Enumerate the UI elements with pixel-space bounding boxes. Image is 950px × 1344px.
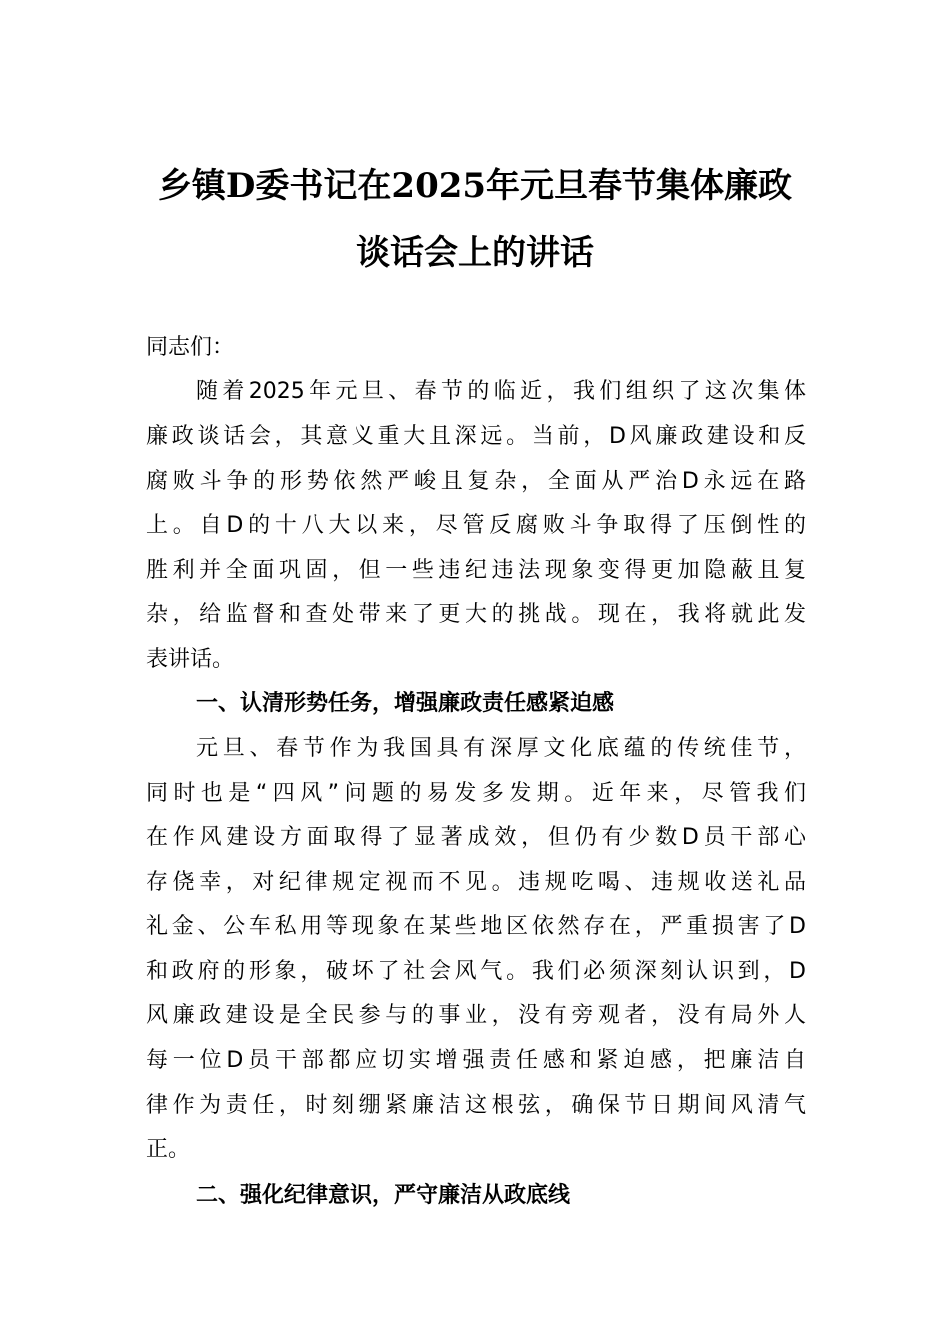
section-1-paragraph-line: 和政府的形象，破坏了社会风气。我们必须深刻认识到，D <box>146 959 806 984</box>
intro-paragraph-line: 上。自D的十八大以来，尽管反腐败斗争取得了压倒性的 <box>146 513 806 538</box>
intro-paragraph-line: 随着2025年元旦、春节的临近，我们组织了这次集体 <box>196 379 806 404</box>
document-title-line-2: 谈话会上的讲话 <box>356 233 594 273</box>
section-1-paragraph-line: 每一位D员干部都应切实增强责任感和紧迫感，把廉洁自 <box>146 1048 806 1073</box>
section-1-paragraph-line: 存侥幸，对纪律规定视而不见。违规吃喝、违规收送礼品 <box>146 870 806 895</box>
section-2-heading: 二、强化纪律意识，严守廉洁从政底线 <box>196 1183 571 1208</box>
intro-paragraph-line: 表讲话。 <box>146 647 235 672</box>
intro-paragraph-line: 胜利并全面巩固，但一些违纪违法现象变得更加隐蔽且复 <box>146 558 806 583</box>
section-1-heading: 一、认清形势任务，增强廉政责任感紧迫感 <box>196 691 615 716</box>
document-title-line-1: 乡镇D委书记在2025年元旦春节集体廉政 <box>157 166 793 206</box>
section-1-paragraph-line: 同时也是“四风”问题的易发多发期。近年来，尽管我们 <box>146 781 806 806</box>
section-1-paragraph-line: 在作风建设方面取得了显著成效，但仍有少数D员干部心 <box>146 825 806 850</box>
section-1-paragraph-line: 正。 <box>146 1137 191 1162</box>
section-1-paragraph-line: 元旦、春节作为我国具有深厚文化底蕴的传统佳节， <box>196 736 806 761</box>
intro-paragraph-line: 腐败斗争的形势依然严峻且复杂，全面从严治D永远在路 <box>146 469 806 494</box>
section-1-paragraph-line: 礼金、公车私用等现象在某些地区依然存在，严重损害了D <box>146 914 806 939</box>
section-1-paragraph-line: 律作为责任，时刻绷紧廉洁这根弦，确保节日期间风清气 <box>146 1093 806 1118</box>
intro-paragraph-line: 廉政谈话会，其意义重大且深远。当前，D风廉政建设和反 <box>146 424 806 449</box>
section-1-paragraph-line: 风廉政建设是全民参与的事业，没有旁观者，没有局外人 <box>146 1003 806 1028</box>
salutation: 同志们： <box>146 335 235 360</box>
intro-paragraph-line: 杂，给监督和查处带来了更大的挑战。现在，我将就此发 <box>146 602 806 627</box>
